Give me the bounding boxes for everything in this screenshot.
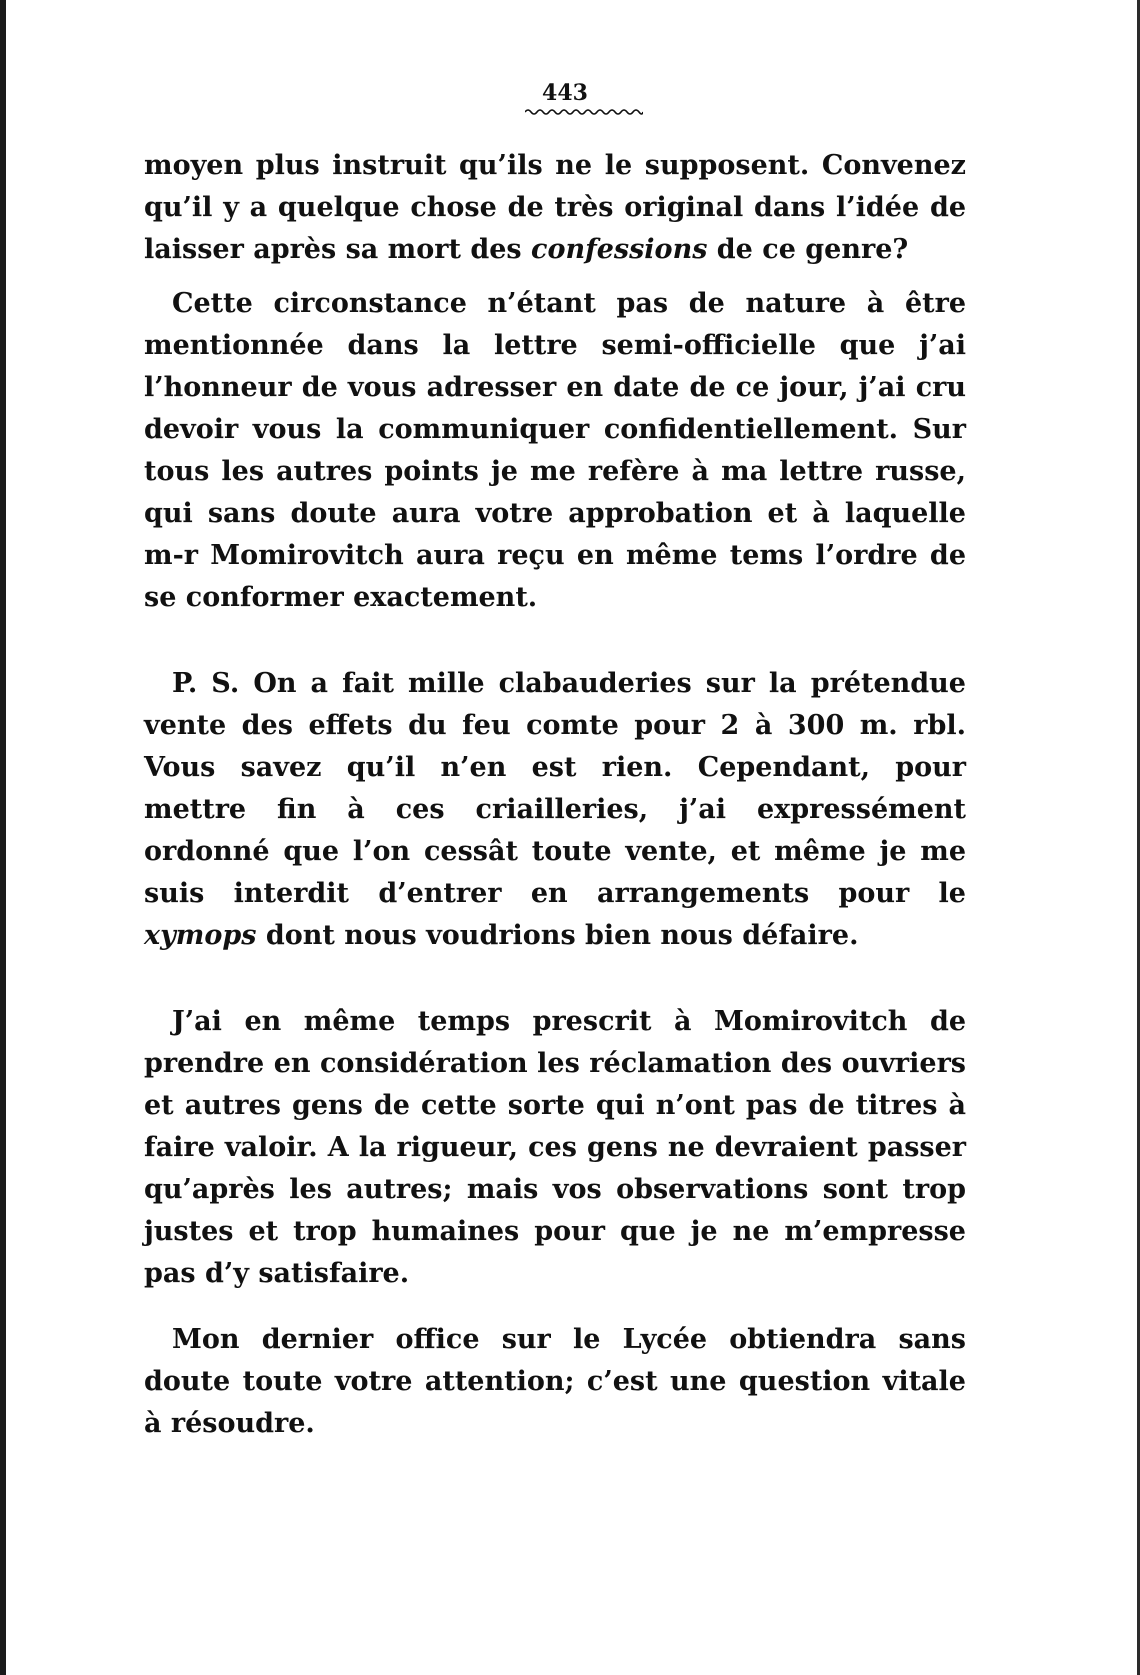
paragraph-4: J’ai en même temps prescrit à Momirovitch de prendre en considération les réclamation des ouvriers et autres gens de cette sorte qui n’ont pas de titres à faire valoir. A la rigueur, ces gens ne devraient passer qu’après les autres; mais vos observations sont trop justes et trop humaines pour que je ne m’empresse pas d’y satisfaire. [144,1006,966,1289]
page-body [144,145,966,1595]
paragraph-1-text-a: moyen plus instruit qu’ils ne le supposent. Convenez qu’il y a quelque chose de très original dans l’idée de laisser après sa mort des [144,150,966,265]
paragraph-1 [144,145,966,271]
page-number: 443 [542,80,588,106]
paragraph-5: Mon dernier office sur le Lycée obtiendra sans doute toute votre attention; c’est une question vitale à résoudre. [144,1324,966,1439]
page-left-edge [0,0,6,1675]
postscript-italic: xymops [144,920,257,951]
page-header [0,80,1140,116]
postscript-text-a: P. S. On a fait mille clabauderies sur la prétendue vente des effets du feu comte pour 2 à 300 m. rbl. Vous savez qu’il n’en est rien. Cependant, pour mettre fin à ces criailleries, j’ai expressément ordonné que l’on cessât toute vente, et même je me suis interdit d’entrer en arrangements pour le [144,668,966,909]
postscript-text-b: dont nous voudrions bien nous défaire. [256,920,859,951]
paragraph-1-text-b: de ce genre? [707,234,909,265]
paragraph-1-italic: confessions [531,234,708,265]
bleed-through-area [144,1463,966,1595]
wavy-rule-ornament [497,108,643,116]
paragraph-postscript [144,663,966,957]
paragraph-2: Cette circonstance n’étant pas de nature à être mentionnée dans la lettre semi-officielle que j’ai l’honneur de vous adresser en date de ce jour, j’ai cru devoir vous la communiquer confidentiellement. Sur tous les autres points je me refère à ma lettre russe, qui sans doute aura votre approbation et à laquelle m-r Momirovitch aura reçu en même tems l’ordre de se conformer exactement. [144,288,966,613]
